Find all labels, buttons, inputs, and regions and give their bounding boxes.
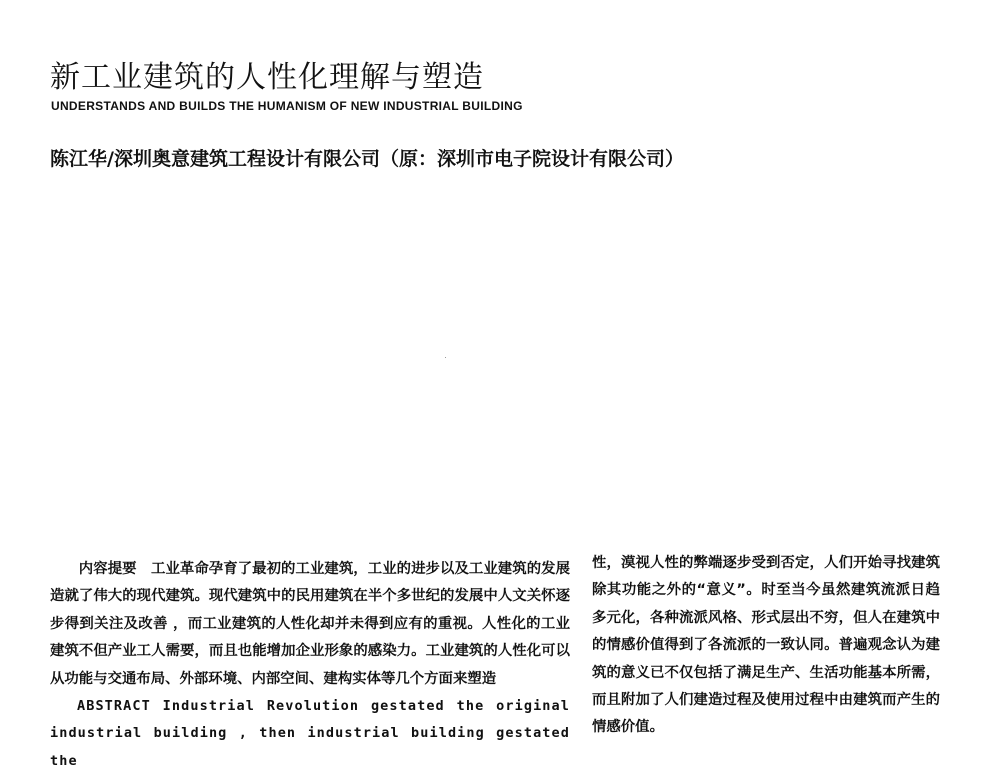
summary-paragraph (50, 556, 570, 693)
author-affiliation: 陈江华/深圳奥意建筑工程设计有限公司（原：深圳市电子院设计有限公司） (50, 148, 684, 170)
article-title-english: UNDERSTANDS AND BUILDS THE HUMANISM OF NEW INDUSTRIAL BUILDING (51, 99, 523, 113)
scan-speck (445, 357, 446, 358)
article-title: 新工业建筑的人性化理解与塑造 (50, 60, 484, 95)
right-column (592, 550, 940, 742)
summary-label: 内容提要 (78, 561, 137, 577)
body-paragraph: 性，漠视人性的弊端逐步受到否定，人们开始寻找建筑除其功能之外的“意义”。时至当今虽然建筑流派日趋多元化，各种流派风格、形式层出不穷，但人在建筑中的情感价值得到了各流派的一致认同。普遍观念认为建筑的意义已不仅包括了满足生产、生活功能基本所需，而且附加了人们建造过程及使用过程中由建筑而产生的情感价值。 (592, 555, 940, 736)
abstract-paragraph: ABSTRACT Industrial Revolution gestated the original industrial building , then industrial building gestated the (50, 698, 570, 769)
summary-text: 工业革命孕育了最初的工业建筑，工业的进步以及工业建筑的发展造就了伟大的现代建筑。现代建筑中的民用建筑在半个多世纪的发展中人文关怀逐步得到关注及改善 ，而工业建筑的人性化却并未得到应有的重视。人性化的工业建筑不但产业工人需要，而且也能增加企业形象的感染力。工业建筑的人性化可以从功能与交通布局、外部环境、内部空间、建构实体等几个方面来塑造 (50, 561, 570, 687)
left-column (50, 556, 570, 775)
